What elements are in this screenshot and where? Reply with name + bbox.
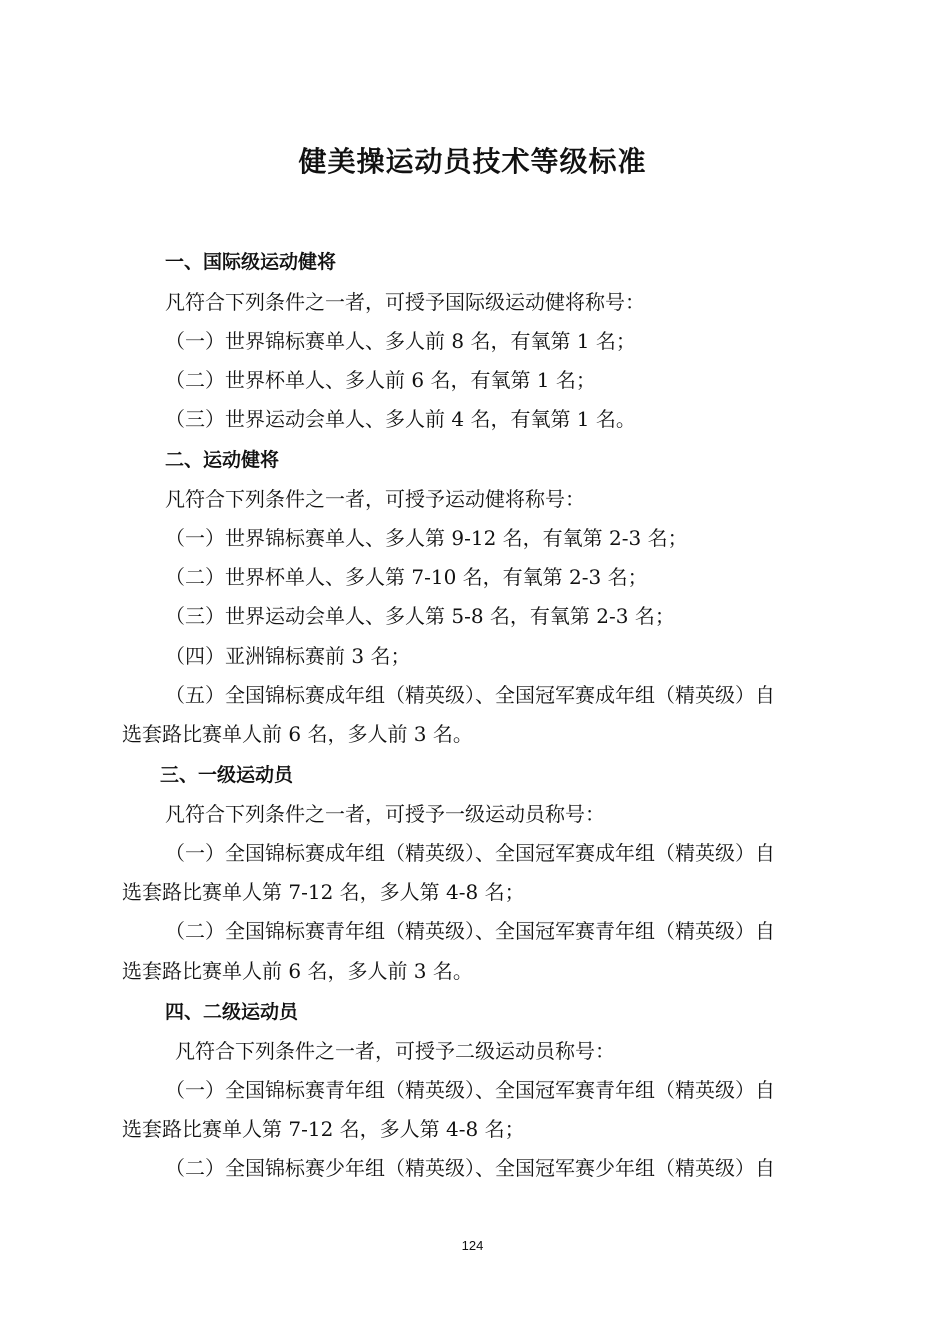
list-item: （五）全国锦标赛成年组（精英级）、全国冠军赛成年组（精英级）自 — [165, 683, 775, 707]
list-item-continuation: 选套路比赛单人前 6 名，多人前 3 名。 — [122, 959, 473, 983]
section-intro: 凡符合下列条件之一者，可授予一级运动员称号： — [165, 802, 605, 826]
section-intro: 凡符合下列条件之一者，可授予运动健将称号： — [165, 487, 585, 511]
section-intro: 凡符合下列条件之一者，可授予国际级运动健将称号： — [165, 290, 645, 314]
list-item: （一）全国锦标赛青年组（精英级）、全国冠军赛青年组（精英级）自 — [165, 1078, 775, 1102]
list-item: （二）世界杯单人、多人前 6 名，有氧第 1 名； — [165, 368, 596, 392]
list-item: （三）世界运动会单人、多人第 5-8 名，有氧第 2-3 名； — [165, 604, 675, 628]
page-title: 健美操运动员技术等级标准 — [298, 145, 647, 178]
list-item: （二）全国锦标赛青年组（精英级）、全国冠军赛青年组（精英级）自 — [165, 919, 775, 943]
section-heading: 一、国际级运动健将 — [165, 251, 337, 273]
page-number: 124 — [461, 1238, 484, 1253]
section-heading: 四、二级运动员 — [165, 1001, 299, 1023]
list-item-continuation: 选套路比赛单人第 7-12 名，多人第 4-8 名； — [122, 880, 525, 904]
list-item-continuation: 选套路比赛单人前 6 名，多人前 3 名。 — [122, 722, 473, 746]
list-item: （三）世界运动会单人、多人前 4 名，有氧第 1 名。 — [165, 407, 636, 431]
list-item: （一）全国锦标赛成年组（精英级）、全国冠军赛成年组（精英级）自 — [165, 841, 775, 865]
section-intro: 凡符合下列条件之一者，可授予二级运动员称号： — [175, 1039, 615, 1063]
list-item-continuation: 选套路比赛单人第 7-12 名，多人第 4-8 名； — [122, 1117, 525, 1141]
list-item: （一）世界锦标赛单人、多人第 9-12 名，有氧第 2-3 名； — [165, 526, 688, 550]
section-heading: 三、一级运动员 — [160, 764, 294, 786]
list-item: （四）亚洲锦标赛前 3 名； — [165, 644, 411, 668]
list-item: （二）世界杯单人、多人第 7-10 名，有氧第 2-3 名； — [165, 565, 648, 589]
list-item: （一）世界锦标赛单人、多人前 8 名，有氧第 1 名； — [165, 329, 636, 353]
list-item: （二）全国锦标赛少年组（精英级）、全国冠军赛少年组（精英级）自 — [165, 1156, 775, 1180]
section-heading: 二、运动健将 — [165, 449, 280, 471]
